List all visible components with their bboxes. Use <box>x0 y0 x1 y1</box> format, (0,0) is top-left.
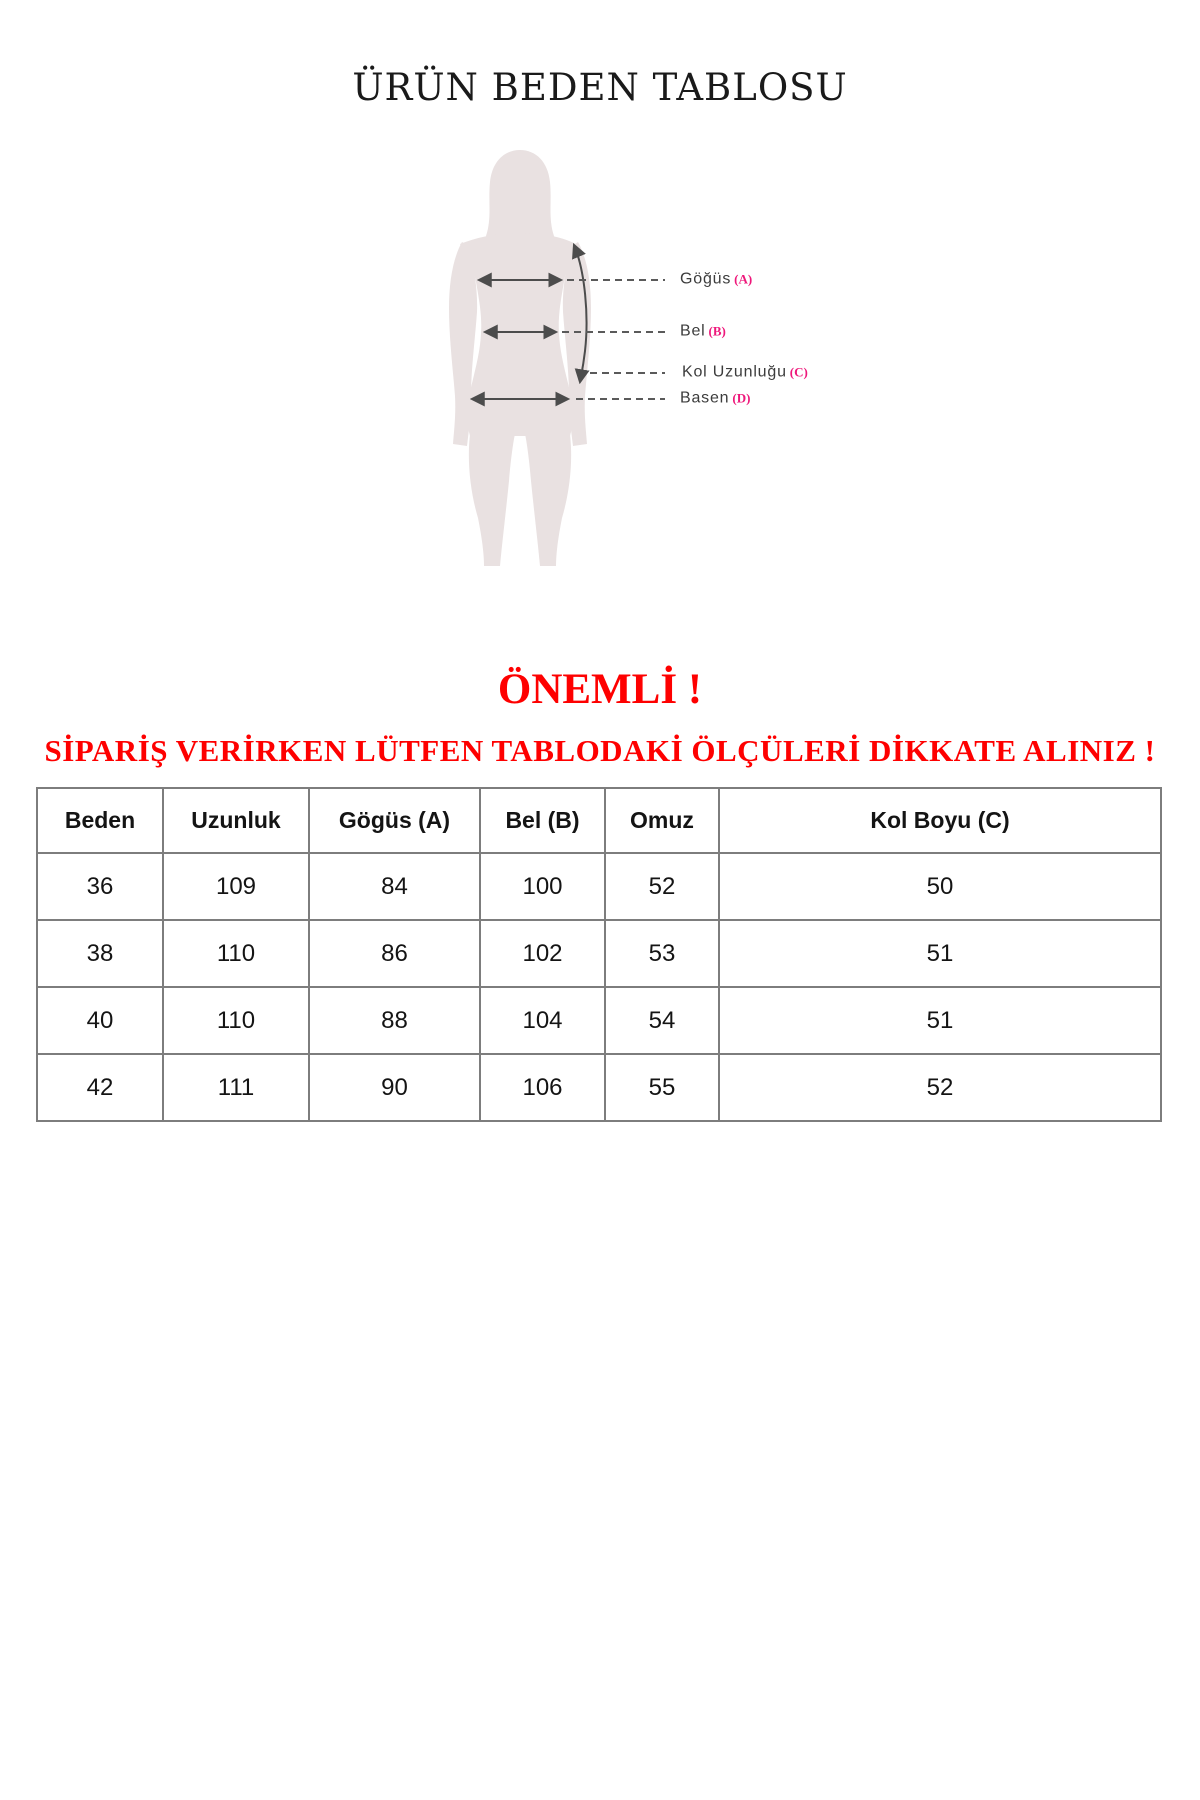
measurement-diagram <box>0 0 1200 620</box>
measurement-label-hip-text: Basen <box>680 389 730 407</box>
table-row <box>37 920 1161 987</box>
table-cell: 110 <box>163 920 309 987</box>
column-header-bel: Bel (B) <box>480 788 605 853</box>
table-cell: 52 <box>719 1054 1161 1121</box>
table-row <box>37 1054 1161 1121</box>
silhouette-left-leg-shape <box>469 434 515 566</box>
table-cell: 88 <box>309 987 480 1054</box>
table-row <box>37 987 1161 1054</box>
column-header-gogus: Gögüs (A) <box>309 788 480 853</box>
table-cell: 90 <box>309 1054 480 1121</box>
table-cell: 54 <box>605 987 719 1054</box>
table-cell: 51 <box>719 920 1161 987</box>
table-cell: 110 <box>163 987 309 1054</box>
table-cell: 40 <box>37 987 163 1054</box>
measurement-label-chest-text: Göğüs <box>680 270 732 288</box>
table-cell: 42 <box>37 1054 163 1121</box>
silhouette-torso-shape <box>460 233 576 436</box>
table-cell: 36 <box>37 853 163 920</box>
table-cell: 55 <box>605 1054 719 1121</box>
column-header-omuz: Omuz <box>605 788 719 853</box>
table-cell: 84 <box>309 853 480 920</box>
table-cell: 53 <box>605 920 719 987</box>
measurement-label-arm-length-text: Kol Uzunluğu <box>682 363 787 381</box>
table-cell: 52 <box>605 853 719 920</box>
table-cell: 111 <box>163 1054 309 1121</box>
table-cell: 104 <box>480 987 605 1054</box>
table-cell: 102 <box>480 920 605 987</box>
column-header-beden: Beden <box>37 788 163 853</box>
measurement-label-waist <box>680 323 726 341</box>
page-title: ÜRÜN BEDEN TABLOSU <box>352 66 848 109</box>
table-cell: 50 <box>719 853 1161 920</box>
warning-text: SİPARİŞ VERİRKEN LÜTFEN TABLODAKİ ÖLÇÜLERİ DİKKATE ALINIZ ! <box>44 733 1156 768</box>
measurement-label-hip <box>680 390 750 408</box>
measurement-label-arm-length <box>682 364 808 382</box>
table-cell: 51 <box>719 987 1161 1054</box>
table-row <box>37 853 1161 920</box>
important-heading: ÖNEMLİ ! <box>497 666 703 713</box>
table-header-row <box>37 788 1161 853</box>
table-cell: 100 <box>480 853 605 920</box>
measurement-label-chest <box>680 271 752 289</box>
table-cell: 106 <box>480 1054 605 1121</box>
size-table <box>36 787 1162 1122</box>
table-cell: 109 <box>163 853 309 920</box>
measurement-label-waist-text: Bel <box>680 322 706 340</box>
column-header-kol-boyu: Kol Boyu (C) <box>719 788 1161 853</box>
body-silhouette-graphic <box>440 146 860 576</box>
measurement-letter-c: (C) <box>789 364 808 380</box>
table-cell: 86 <box>309 920 480 987</box>
column-header-uzunluk: Uzunluk <box>163 788 309 853</box>
silhouette-right-leg-shape <box>525 434 571 566</box>
measurement-letter-d: (D) <box>732 390 751 406</box>
measurement-letter-a: (A) <box>734 271 753 287</box>
measurement-letter-b: (B) <box>708 323 726 339</box>
table-cell: 38 <box>37 920 163 987</box>
